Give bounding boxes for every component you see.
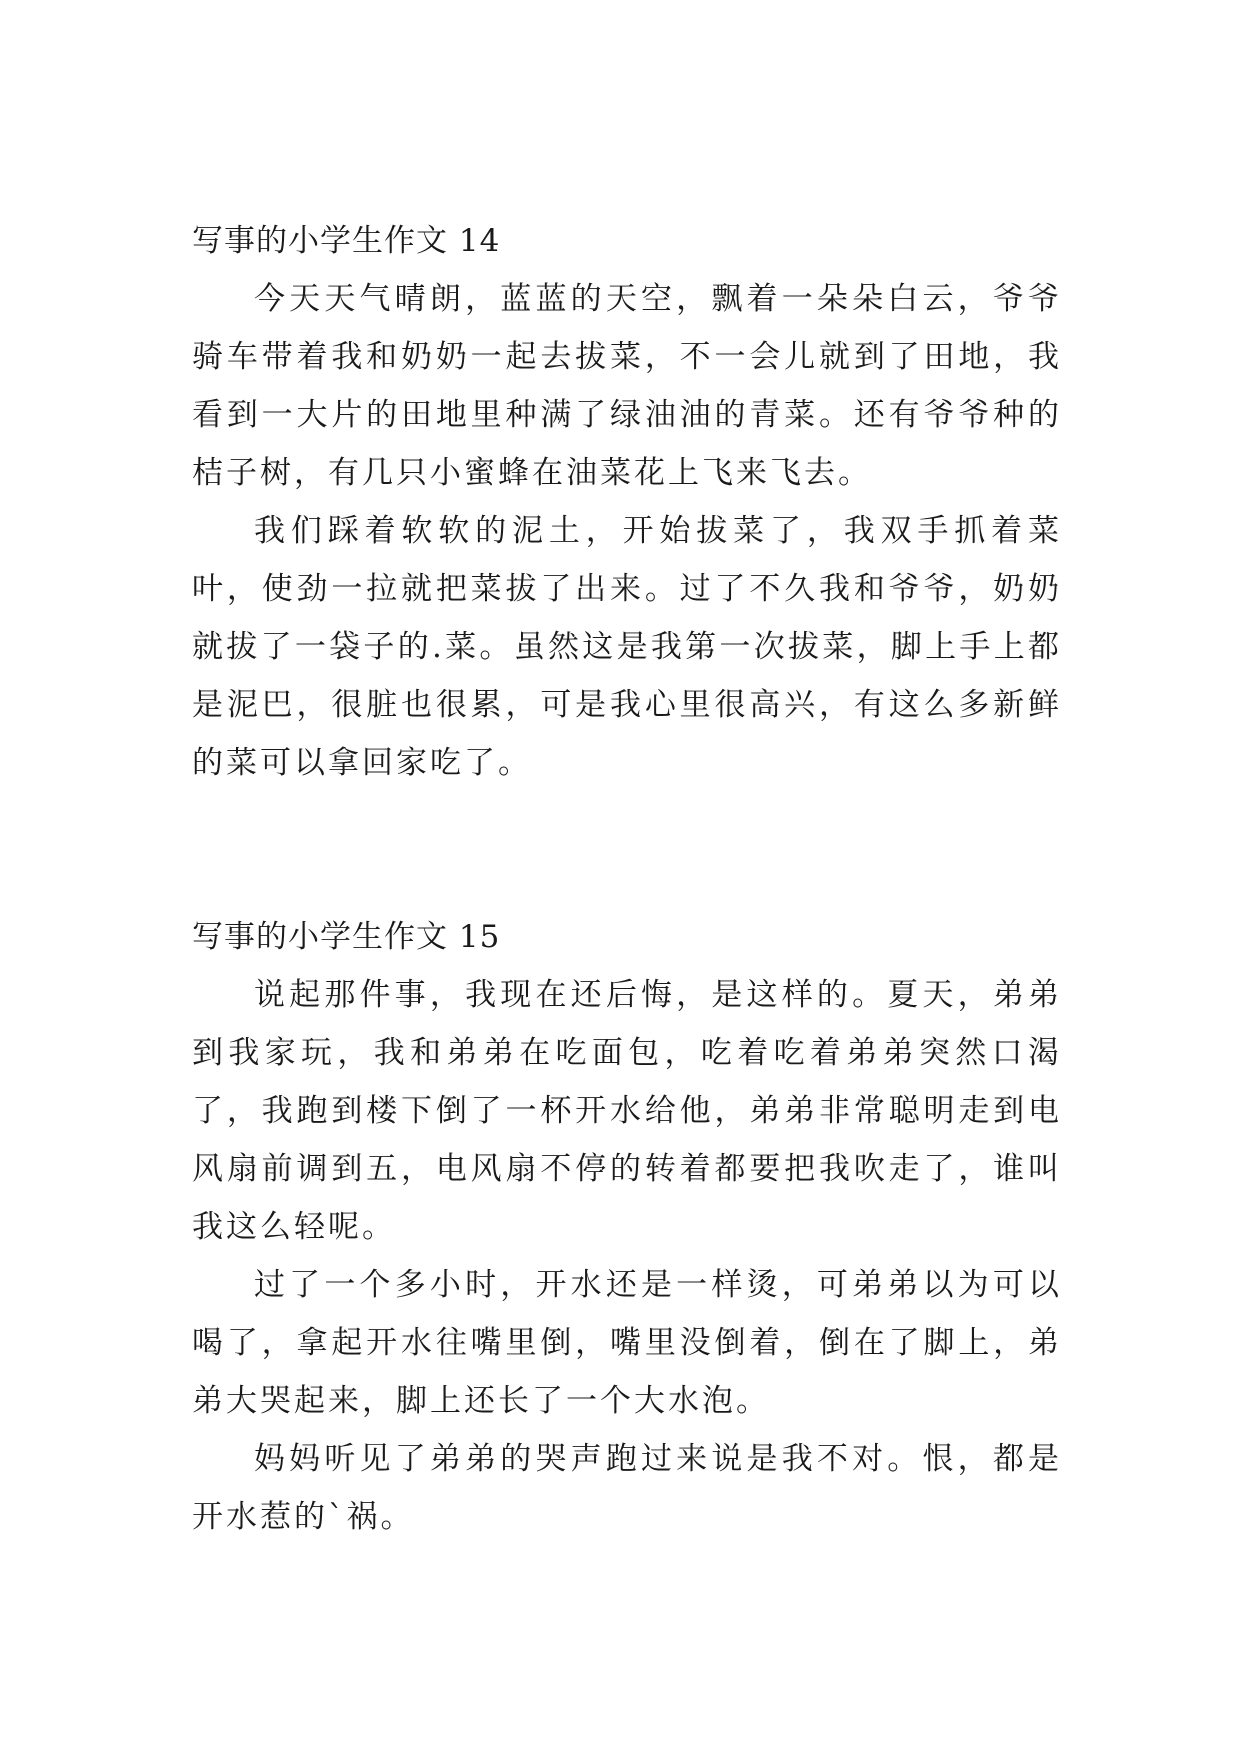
- essay-paragraph: 妈妈听见了弟弟的哭声跑过来说是我不对。恨，都是开水惹的`祸。: [192, 1441, 1062, 1535]
- essay-14: [192, 212, 1062, 792]
- essay-paragraph: 说起那件事，我现在还后悔，是这样的。夏天，弟弟到我家玩，我和弟弟在吃面包，吃着吃着弟弟突然口渴了，我跑到楼下倒了一杯开水给他，弟弟非常聪明走到电风扇前调到五，电风扇不停的转着都要把我吹走了，谁叫我这么轻呢。: [192, 977, 1062, 1245]
- essay-title: 写事的小学生作文 15: [192, 919, 501, 955]
- essay-paragraph: 我们踩着软软的泥土，开始拔菜了，我双手抓着菜叶，使劲一拉就把菜拔了出来。过了不久我和爷爷，奶奶就拔了一袋子的.菜。虽然这是我第一次拔菜，脚上手上都是泥巴，很脏也很累，可是我心里很高兴，有这么多新鲜的菜可以拿回家吃了。: [192, 513, 1062, 781]
- essay-15: [192, 908, 1062, 1546]
- essay-title: 写事的小学生作文 14: [192, 223, 501, 259]
- document-body: [192, 212, 1062, 1546]
- essay-paragraph: 今天天气晴朗，蓝蓝的天空，飘着一朵朵白云，爷爷骑车带着我和奶奶一起去拔菜，不一会儿就到了田地，我看到一大片的田地里种满了绿油油的青菜。还有爷爷种的桔子树，有几只小蜜蜂在油菜花上飞来飞去。: [192, 281, 1062, 491]
- essay-paragraph: 过了一个多小时，开水还是一样烫，可弟弟以为可以喝了，拿起开水往嘴里倒，嘴里没倒着，倒在了脚上，弟弟大哭起来，脚上还长了一个大水泡。: [192, 1267, 1062, 1419]
- section-spacer: [192, 792, 1062, 908]
